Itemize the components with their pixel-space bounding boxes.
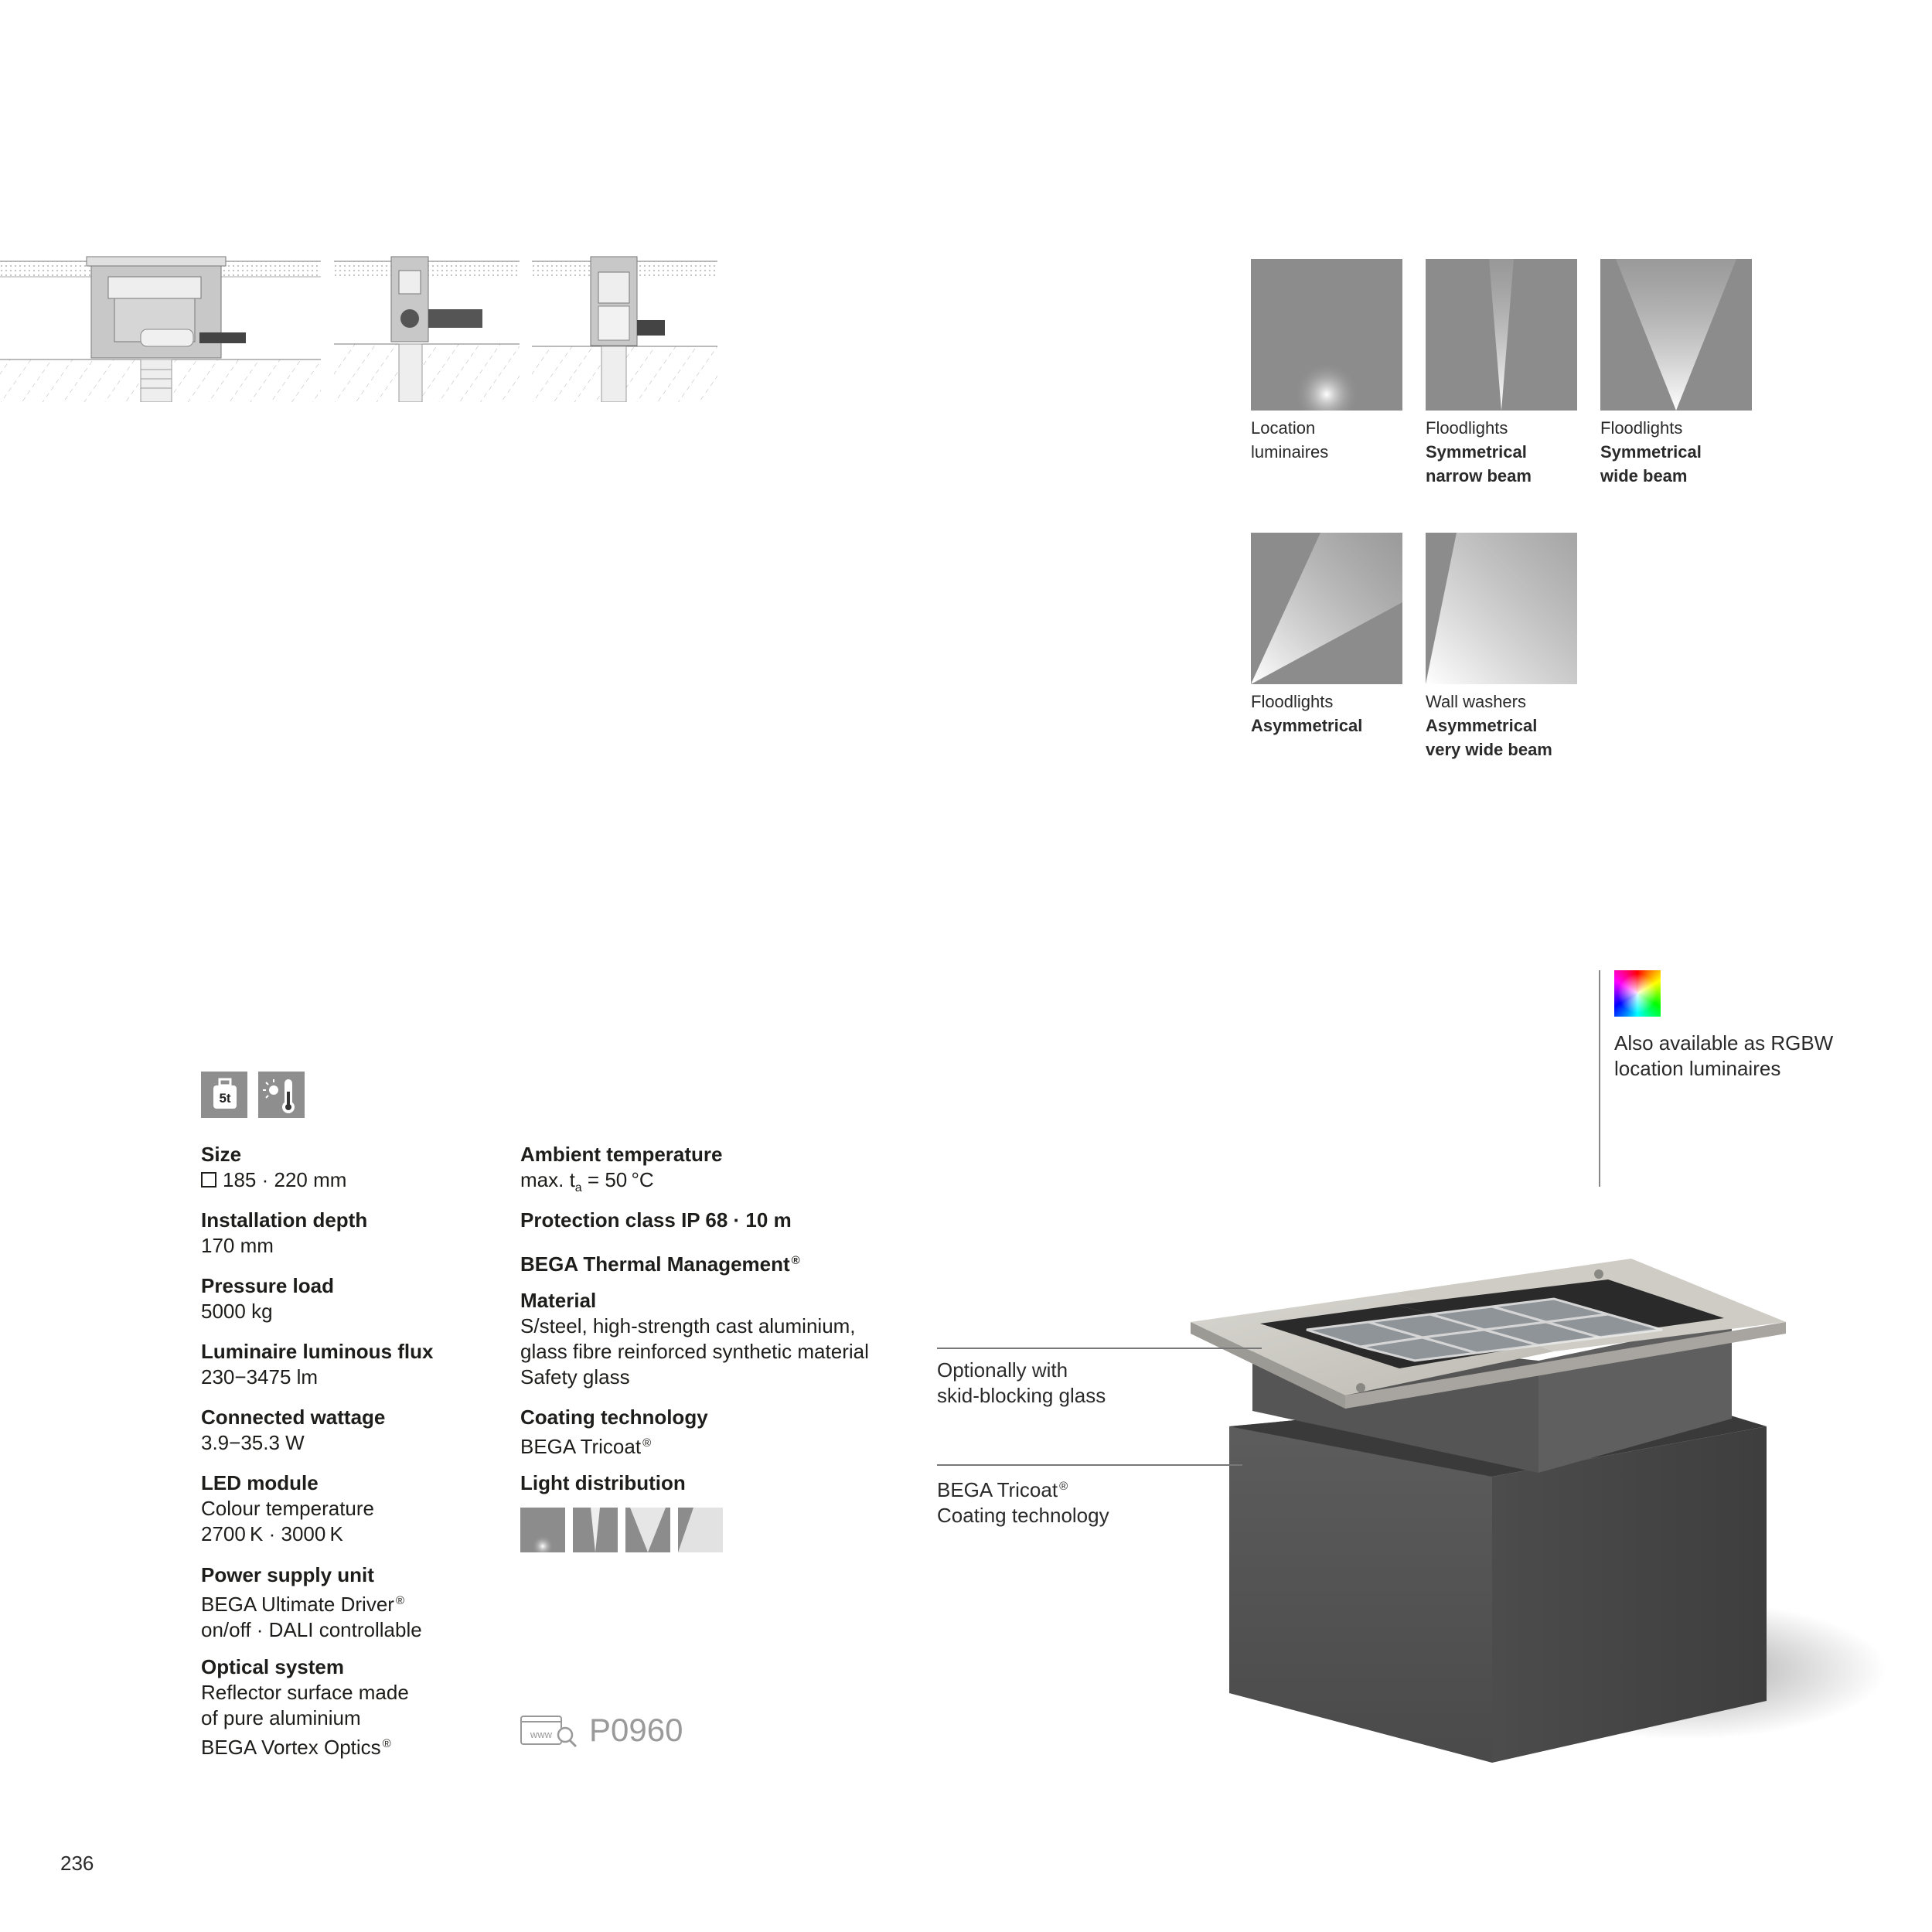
distribution-wallwasher-caption: Wall washers Asymmetrical very wide beam xyxy=(1426,692,1552,759)
rgb-color-icon xyxy=(1614,970,1661,1017)
callout-skid-glass: Optionally with skid-blocking glass xyxy=(937,1358,1106,1407)
callout-line-tricoat xyxy=(937,1464,1242,1466)
distribution-asym-caption: Floodlights Asymmetrical xyxy=(1251,692,1363,735)
spec-pressure-load: Pressure load 5000 kg xyxy=(201,1274,334,1323)
spec-connected-wattage: Connected wattage 3.9−35.3 W xyxy=(201,1406,386,1454)
spec-power-supply: Power supply unit BEGA Ultimate Driver ® on/off · DALI controllable xyxy=(201,1563,422,1641)
product-image xyxy=(1191,1206,1886,1778)
spec-light-distribution: Light distribution xyxy=(520,1471,686,1494)
thermometer-sun-icon xyxy=(258,1072,305,1118)
weight-icon xyxy=(201,1072,247,1118)
callout-tricoat: BEGA Tricoat ® Coating technology xyxy=(937,1478,1109,1527)
svg-text:www: www xyxy=(530,1729,553,1740)
distribution-wide-thumb xyxy=(1600,259,1752,411)
page-number: 236 xyxy=(60,1852,94,1875)
distribution-location-caption: Location luminaires xyxy=(1251,418,1329,462)
square-icon xyxy=(201,1172,216,1187)
svg-text:5t: 5t xyxy=(219,1091,231,1106)
spec-installation-depth: Installation depth 170 mm xyxy=(201,1208,368,1257)
mini-wide-icon xyxy=(625,1508,670,1552)
spec-protection-class: Protection class IP 68 · 10 m xyxy=(520,1208,792,1232)
rgbw-divider xyxy=(1599,970,1600,1187)
callout-line-glass xyxy=(937,1348,1262,1349)
distribution-wallwasher-thumb xyxy=(1426,533,1577,684)
distribution-location-thumb xyxy=(1251,259,1402,411)
spec-led-module: LED module Colour temperature 2700 K · 3000 K xyxy=(201,1471,374,1545)
distribution-wide-caption: Floodlights Symmetrical wide beam xyxy=(1600,418,1702,486)
distribution-asym-thumb xyxy=(1251,533,1402,684)
spec-material: Material S/steel, high-strength cast aluminium, glass fibre reinforced synthetic material Safety glass xyxy=(520,1289,869,1389)
installation-drawing-3 xyxy=(532,255,717,402)
installation-drawing-1 xyxy=(0,255,321,402)
web-search-icon[interactable] xyxy=(520,1715,579,1749)
distribution-narrow-thumb xyxy=(1426,259,1577,411)
spec-optical-system: Optical system Reflector surface made of pure aluminium BEGA Vortex Optics ® xyxy=(201,1655,409,1759)
mini-narrow-icon xyxy=(573,1508,618,1552)
spec-size: Size 185 · 220 mm xyxy=(201,1143,347,1191)
distribution-narrow-caption: Floodlights Symmetrical narrow beam xyxy=(1426,418,1532,486)
spec-coating-technology: Coating technology BEGA Tricoat ® xyxy=(520,1406,708,1458)
spec-thermal-management: BEGA Thermal Management ® xyxy=(520,1252,800,1276)
spec-ambient-temperature: Ambient temperature max. $t_a = 50$ °C xyxy=(520,1143,723,1194)
mini-asym-icon xyxy=(678,1508,723,1552)
product-code[interactable]: P0960 xyxy=(589,1712,683,1748)
rgbw-note: Also available as RGBW location luminaires xyxy=(1614,1031,1834,1080)
installation-drawing-2 xyxy=(334,255,520,402)
mini-location-icon xyxy=(520,1508,565,1552)
spec-luminous-flux: Luminaire luminous flux 230−3475 lm xyxy=(201,1340,434,1389)
